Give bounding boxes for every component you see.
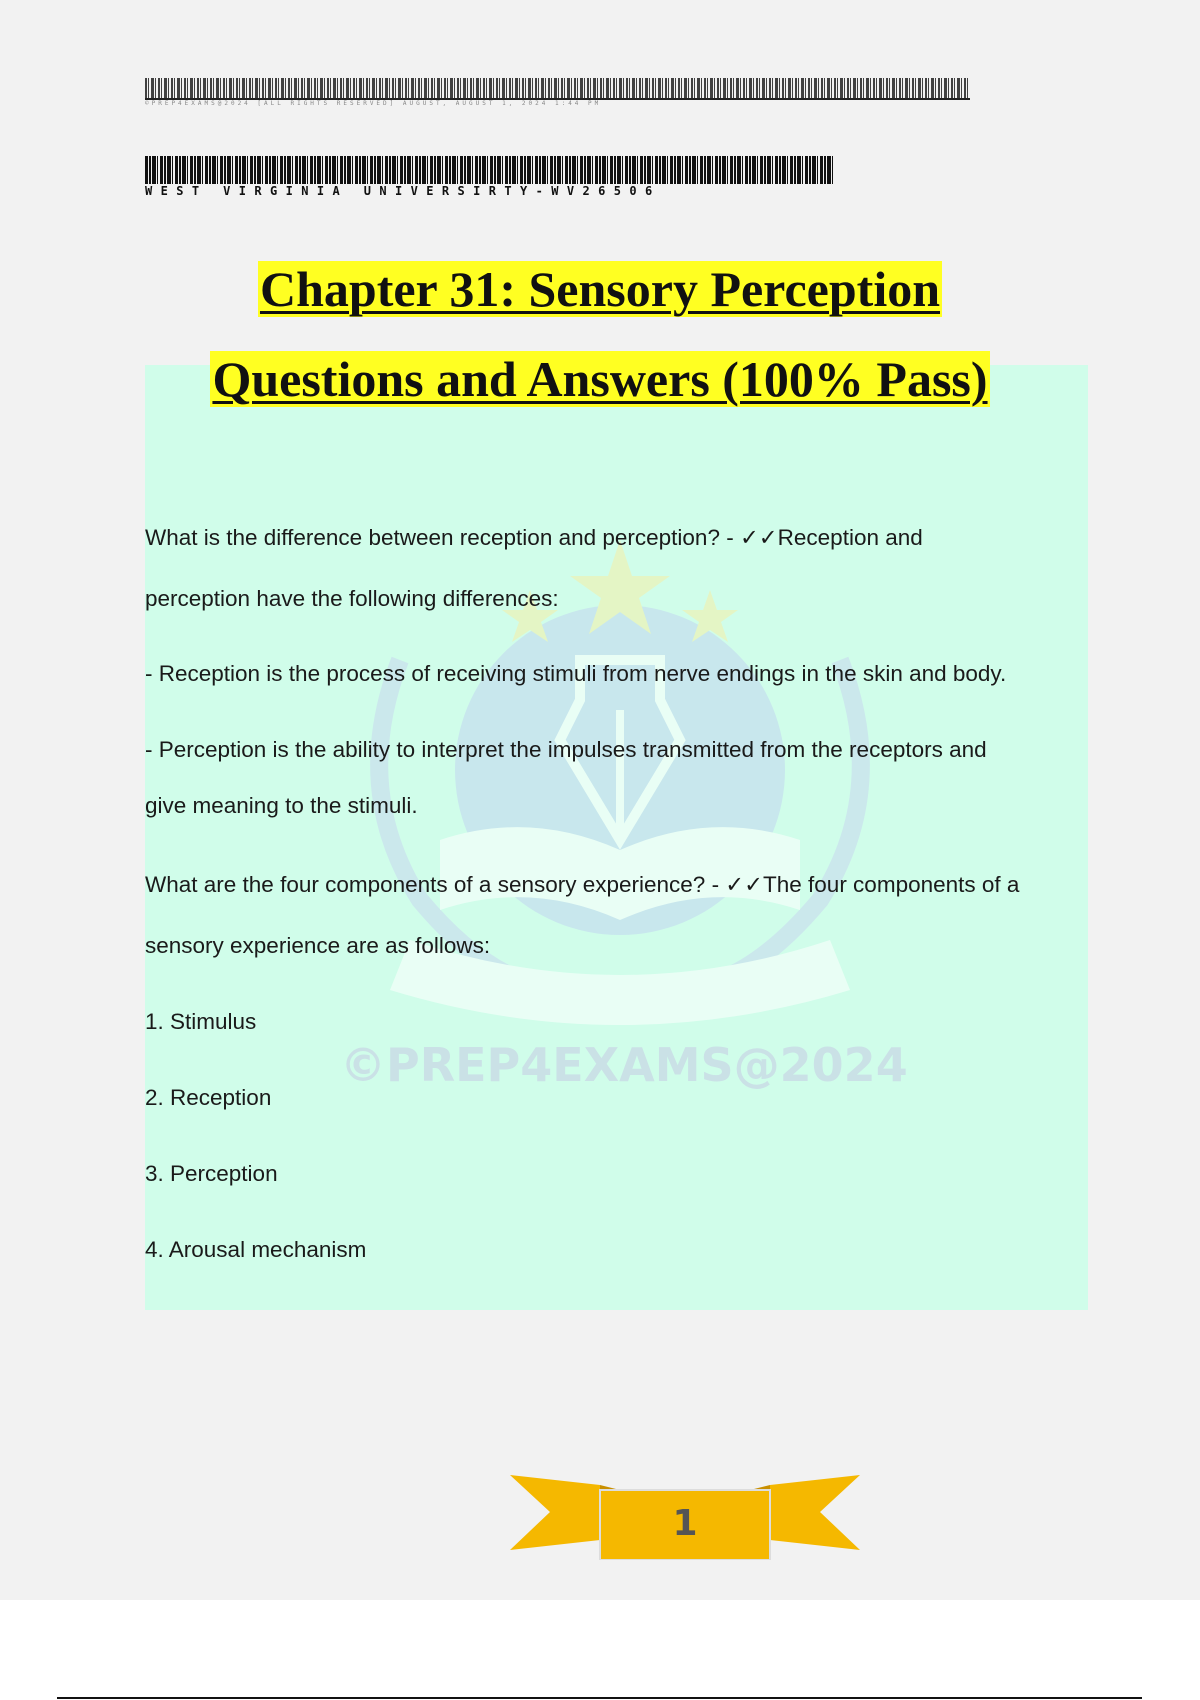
body-line: What are the four components of a sensory experience? - ✓✓The four components of a bbox=[145, 872, 1020, 897]
body-line: perception have the following differences: bbox=[145, 586, 559, 611]
body-line: give meaning to the stimuli. bbox=[145, 793, 418, 818]
header-barcode-school-text: WEST VIRGINIA UNIVERSIRTY-WV26506 bbox=[145, 184, 661, 198]
list-item: 1. Stimulus bbox=[145, 1009, 257, 1034]
page-number: 1 bbox=[672, 1503, 698, 1544]
pen-nib-book-laurel-emblem-icon bbox=[330, 540, 910, 1100]
body-line: - Reception is the process of receiving stimuli from nerve endings in the skin and body. bbox=[145, 661, 1007, 686]
document-title-line-2 bbox=[0, 350, 1200, 408]
footer-divider bbox=[57, 1697, 1142, 1699]
title-line-1-text: Chapter 31: Sensory Perception bbox=[259, 261, 941, 317]
list-item: 3. Perception bbox=[145, 1161, 278, 1186]
body-line: sensory experience are as follows: bbox=[145, 933, 491, 958]
header-barcode-school bbox=[145, 156, 835, 184]
list-item: 2. Reception bbox=[145, 1085, 272, 1110]
title-line-2-text: Questions and Answers (100% Pass) bbox=[212, 351, 988, 407]
body-line: What is the difference between reception and perception? - ✓✓Reception and bbox=[145, 525, 923, 550]
header-barcode-top bbox=[145, 78, 970, 98]
list-item: 4. Arousal mechanism bbox=[145, 1237, 367, 1262]
header-barcode-top-caption: ©PREP4EXAMS@2024 [ALL RIGHTS RESERVED] AUGUST, AUGUST 1, 2024 1:44 PM bbox=[145, 100, 602, 107]
watermark-text: ©PREP4EXAMS@2024 bbox=[340, 1038, 908, 1092]
document-title-line-1 bbox=[0, 260, 1200, 318]
body-line: - Perception is the ability to interpret the impulses transmitted from the receptors and bbox=[145, 737, 987, 762]
